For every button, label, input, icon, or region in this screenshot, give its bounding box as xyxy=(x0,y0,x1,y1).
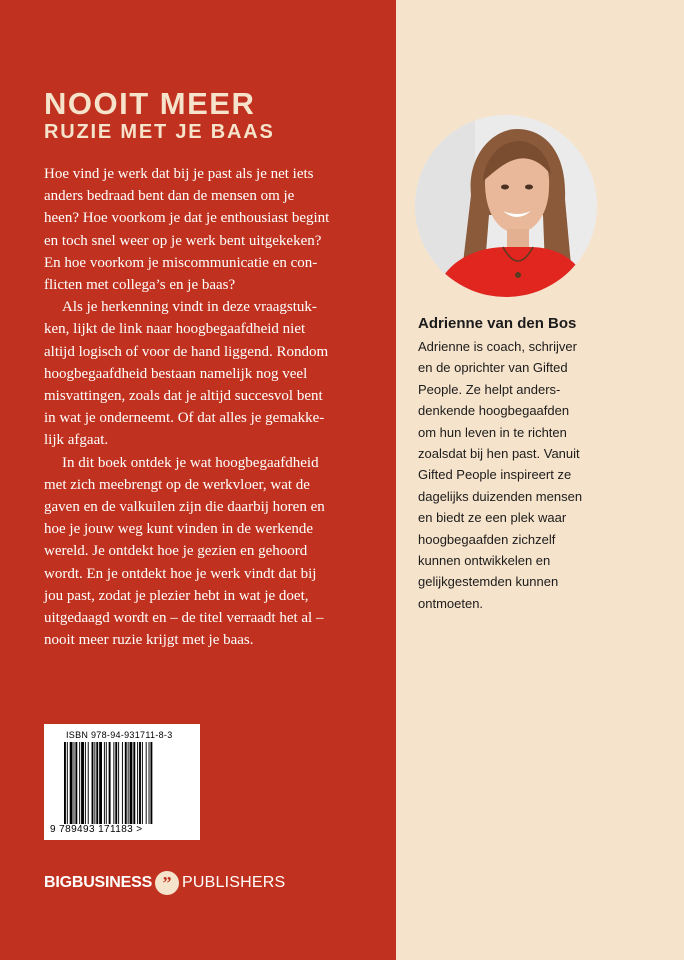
description-line: anders bedraad bent dan de mensen om je xyxy=(44,188,295,205)
author-bio-line: denkende hoogbegaafden xyxy=(418,403,570,419)
barcode-bar xyxy=(139,742,141,824)
description-line: in wat je onderneemt. Of dat alles je gemakke- xyxy=(44,410,325,427)
barcode-digits: 9 789493 171183 > xyxy=(50,824,143,835)
description-line: misvattingen, zoals dat je altijd succesvol bent xyxy=(44,388,323,405)
barcode-bar xyxy=(149,742,150,824)
barcode-bar xyxy=(109,742,111,824)
author-name: Adrienne van den Bos xyxy=(418,315,577,332)
barcode-bar xyxy=(125,742,127,824)
book-title: NOOIT MEER xyxy=(44,86,256,121)
barcode-bar xyxy=(150,742,152,824)
description-paragraph xyxy=(44,163,344,296)
barcode-bar xyxy=(142,742,143,824)
barcode-bar xyxy=(128,742,129,824)
publisher-name-bold: BIGBUSINESS xyxy=(44,874,153,891)
book-subtitle: RUZIE MET JE BAAS xyxy=(44,121,275,143)
description-line: ken, lijkt de link naar hoogbegaafdheid niet xyxy=(44,321,306,338)
barcode-bar xyxy=(74,742,75,824)
author-bio-line: en biedt ze een plek waar xyxy=(418,510,567,526)
author-bio-line: kunnen ontwikkelen en xyxy=(418,553,551,569)
barcode-bar xyxy=(118,742,119,824)
author-portrait-icon xyxy=(415,115,597,297)
barcode-bar xyxy=(85,742,86,824)
author-bio-line: People. Ze helpt anders- xyxy=(418,381,561,397)
barcode-bar xyxy=(137,742,138,824)
description-paragraph xyxy=(44,296,344,451)
author-bio xyxy=(418,336,618,614)
barcode-bar xyxy=(130,742,133,824)
barcode-bar xyxy=(70,742,73,824)
description-line: jou past, zodat je plezier hebt in wat je doet, xyxy=(44,587,309,604)
barcode-area xyxy=(44,724,200,840)
description-line: En hoe voorkom je miscommunicatie en con- xyxy=(44,254,318,271)
description-line: lijk afgaat. xyxy=(44,432,109,449)
barcode-bar xyxy=(115,742,117,824)
description-line: en toch snel weer op je werk bent uitgekeken? xyxy=(44,232,322,249)
description-line: wereld. Je ontdekt hoe je gezien en gehoord xyxy=(44,543,308,560)
barcode-bar xyxy=(94,742,95,824)
description-line: hoogbegaafdheid bestaan namelijk nog veel xyxy=(44,365,308,382)
author-bio-line: gelijkgestemden kunnen xyxy=(418,574,559,590)
description-line: uitgedaagd wordt en – de titel verraadt het al – xyxy=(44,610,324,627)
isbn-label: ISBN 978-94-931711-8-3 xyxy=(66,730,173,740)
author-photo xyxy=(415,115,597,297)
description-line: hoe je jouw weg kunt vinden in de werkende xyxy=(44,521,314,538)
author-bio-line: hoogbegaafden zichzelf xyxy=(418,531,556,547)
quote-mark-icon xyxy=(155,871,179,895)
barcode-bar xyxy=(81,742,84,824)
description-line: met zich meebrengt op de werkvloer, wat de xyxy=(44,476,310,493)
description-line: heen? Hoe voorkom je dat je enthousiast begint xyxy=(44,210,330,227)
barcode-icon xyxy=(64,742,182,824)
publisher-logo xyxy=(44,871,285,895)
author-bio-line: en de oprichter van Gifted xyxy=(418,360,568,376)
barcode-bar xyxy=(88,742,89,824)
barcode-bar xyxy=(113,742,114,824)
barcode-bar xyxy=(106,742,107,824)
barcode-bar xyxy=(133,742,135,824)
author-bio-line: Gifted People inspireert ze xyxy=(418,467,572,483)
barcode-bar xyxy=(67,742,68,824)
description-line: Als je herkenning vindt in deze vraagstuk- xyxy=(62,299,317,316)
author-bio-line: om hun leven in te richten xyxy=(418,424,567,440)
barcode-bar xyxy=(96,742,98,824)
author-bio-line: ontmoeten. xyxy=(418,595,484,611)
description-line: gaven en de valkuilen zijn die daarbij horen en xyxy=(44,499,325,516)
publisher-name-light: PUBLISHERS xyxy=(182,874,286,891)
description xyxy=(44,163,344,651)
description-line: flicten met collega’s en je baas? xyxy=(44,277,236,294)
description-line: altijd logisch of voor de hand liggend. Rondom xyxy=(44,343,329,360)
description-line: nooit meer ruzie krijgt met je baas. xyxy=(44,632,254,649)
barcode-bar xyxy=(146,742,147,824)
barcode-bar xyxy=(104,742,105,824)
barcode-bar xyxy=(79,742,80,824)
author-bio-line: Adrienne is coach, schrijver xyxy=(418,339,577,354)
description-paragraph xyxy=(44,452,344,652)
barcode-bar xyxy=(122,742,123,824)
description-line: Hoe vind je werk dat bij je past als je net iets xyxy=(44,166,314,182)
author-bio-line: zoalsdat bij hen past. Vanuit xyxy=(418,446,580,462)
barcode-bar xyxy=(64,742,66,824)
barcode-bar xyxy=(92,742,94,824)
barcode-bar xyxy=(75,742,77,824)
description-line: wordt. En je ontdekt hoe je werk vindt dat bij xyxy=(44,565,317,582)
barcode-bar xyxy=(99,742,102,824)
quote-mark-glyph: ” xyxy=(162,873,172,893)
author-bio-line: dagelijks duizenden mensen xyxy=(418,488,583,504)
description-line: In dit boek ontdek je wat hoogbegaafdheid xyxy=(62,454,319,471)
